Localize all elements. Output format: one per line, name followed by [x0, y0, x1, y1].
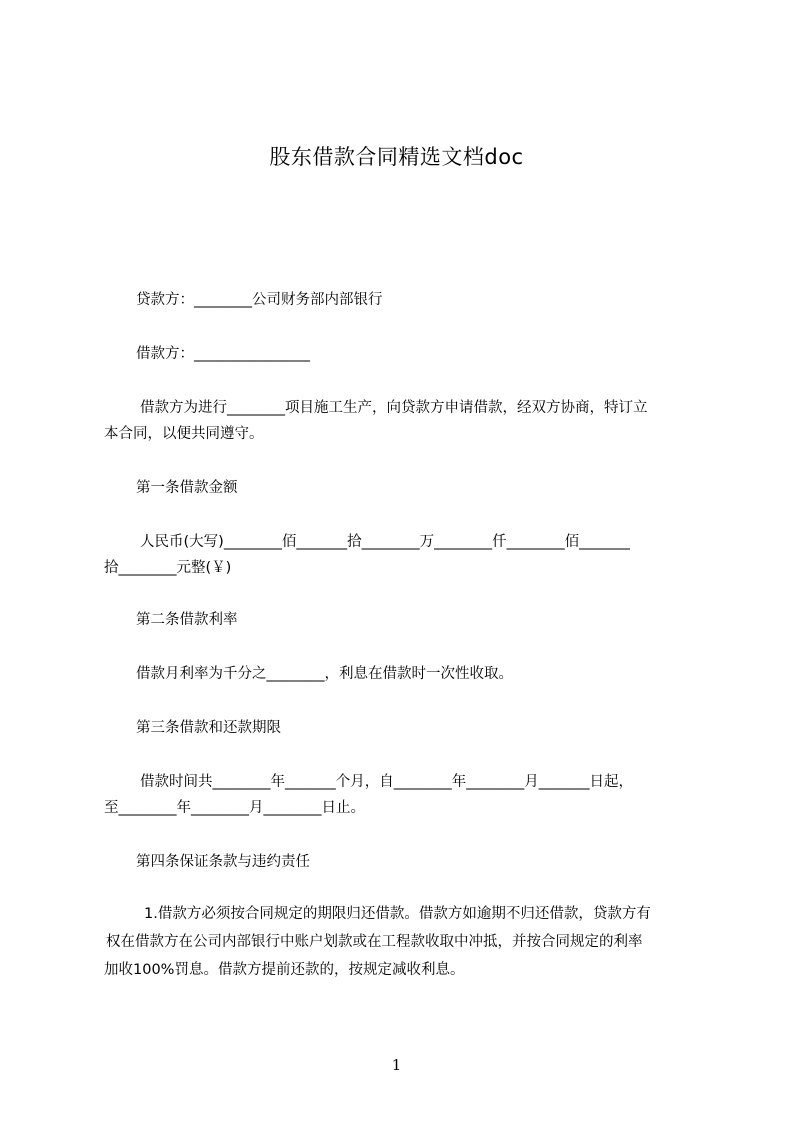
- clause-1-line-3: 加收100%罚息。借款方提前还款的，按规定减收利息。: [104, 962, 465, 978]
- clause-1-line-1: 1.借款方必须按合同规定的期限归还借款。借款方如逾期不归还借款，贷款方有: [144, 906, 651, 922]
- amount-line-2: 拾________元整(￥): [104, 560, 232, 576]
- term-line-1: 借款时间共________年_______个月，自________年________月_______日起，: [140, 774, 633, 790]
- intro-line-2: 本合同，以便共同遵守。: [104, 426, 264, 442]
- borrower-line: 借款方：________________: [136, 346, 310, 362]
- article-1-heading: 第一条借款金额: [136, 480, 238, 496]
- page-number: 1: [391, 1056, 402, 1074]
- intro-line-1: 借款方为进行________项目施工生产，向贷款方申请借款，经双方协商，特订立: [140, 400, 648, 416]
- article-3-heading: 第三条借款和还款期限: [136, 720, 281, 736]
- document-title: 股东借款合同精选文档doc: [269, 145, 524, 169]
- term-line-2: 至________年________月________日止。: [104, 800, 365, 816]
- article-2-heading: 第二条借款利率: [136, 612, 238, 628]
- article-4-heading: 第四条保证条款与违约责任: [136, 854, 310, 870]
- lender-line: 贷款方：________公司财务部内部银行: [136, 292, 383, 308]
- clause-1-line-2: 权在借款方在公司内部银行中账户划款或在工程款收取中冲抵，并按合同规定的利率: [106, 934, 643, 950]
- amount-line-1: 人民币(大写)________佰_______拾________万________仟________佰_______: [140, 534, 630, 550]
- interest-line: 借款月利率为千分之________，利息在借款时一次性收取。: [136, 666, 513, 682]
